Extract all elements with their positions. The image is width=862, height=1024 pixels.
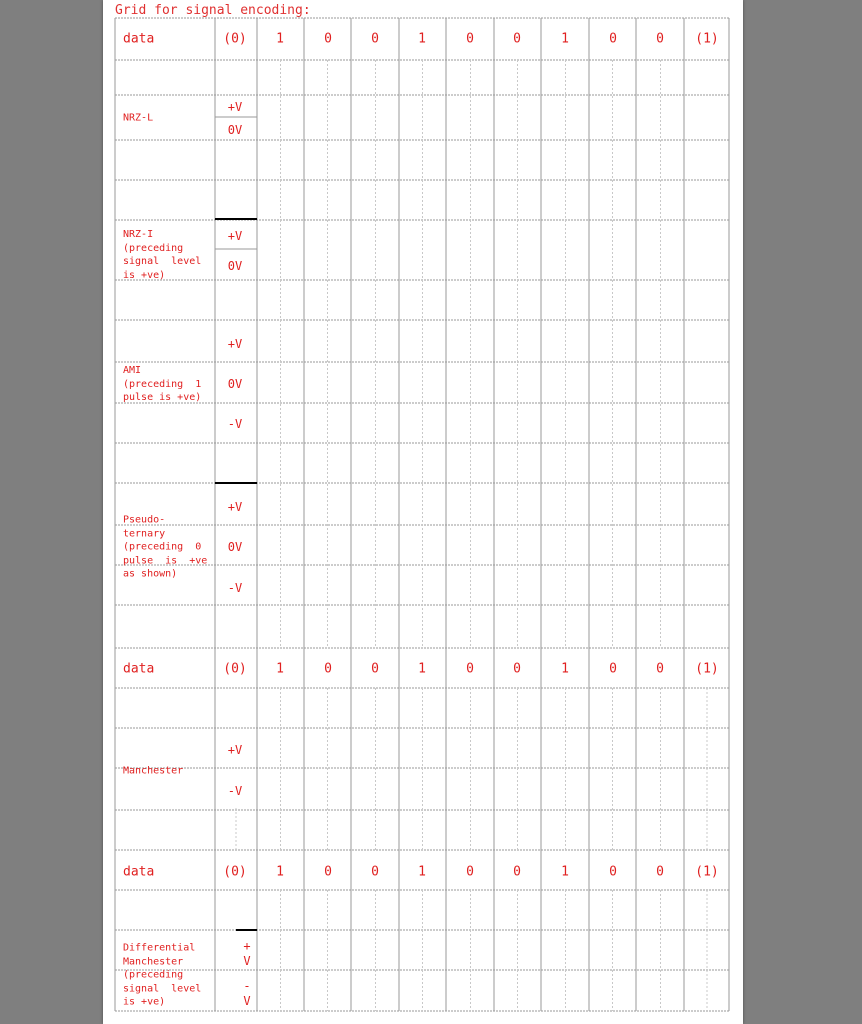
section-label: Differential Manchester (preceding signal level is +ve) [123, 942, 202, 1008]
level-label: 0V [227, 377, 243, 391]
section-label: NRZ-I (preceding signal level is +ve) [123, 229, 202, 281]
data-row-label: data [123, 31, 155, 47]
section-label: Pseudo- ternary (preceding 0 pulse is +ve as shown) [123, 514, 208, 580]
section-label: NRZ-L [123, 112, 154, 124]
level-label: +V [227, 743, 243, 757]
data-bit: (1) [695, 864, 719, 880]
data-bit: (1) [695, 661, 719, 677]
data-bit: (0) [223, 661, 247, 677]
data-bit: 0 [609, 661, 617, 677]
data-bit: 0 [609, 864, 617, 880]
data-bit: 0 [371, 31, 379, 47]
data-bit: 0 [656, 864, 664, 880]
data-bit: 1 [561, 661, 569, 677]
data-bit: 1 [418, 31, 426, 47]
section-label: AMI (preceding 1 pulse is +ve) [123, 364, 202, 403]
data-bit: 0 [609, 31, 617, 47]
data-bit: 1 [561, 31, 569, 47]
data-bit: 1 [418, 661, 426, 677]
level-label: +V [227, 229, 243, 243]
level-label: -V [227, 784, 243, 798]
level-label: +V [227, 100, 243, 114]
data-bit: 1 [276, 661, 284, 677]
data-bit: 1 [561, 864, 569, 880]
data-bit: 0 [324, 864, 332, 880]
level-label: 0V [227, 540, 243, 554]
data-bit: 1 [276, 864, 284, 880]
data-bit: 0 [371, 864, 379, 880]
data-bit: 0 [466, 661, 474, 677]
data-bit: (1) [695, 31, 719, 47]
level-label: +V [227, 337, 243, 351]
data-bit: (0) [223, 864, 247, 880]
data-row-label: data [123, 661, 155, 677]
level-label: - V [243, 979, 251, 1008]
data-bit: 1 [418, 864, 426, 880]
grid-title: Grid for signal encoding: [115, 3, 311, 18]
level-label: 0V [227, 123, 243, 137]
level-label: -V [227, 417, 243, 431]
level-label: 0V [227, 259, 243, 273]
data-row-label: data [123, 864, 155, 880]
level-label: -V [227, 581, 243, 595]
data-bit: 0 [513, 31, 521, 47]
data-bit: 0 [513, 661, 521, 677]
data-bit: 0 [371, 661, 379, 677]
data-bit: 0 [656, 31, 664, 47]
data-bit: 0 [324, 661, 332, 677]
data-bit: 0 [466, 864, 474, 880]
data-bit: (0) [223, 31, 247, 47]
data-bit: 0 [656, 661, 664, 677]
data-bit: 1 [276, 31, 284, 47]
level-label: + V [243, 939, 251, 968]
section-label: Manchester [123, 765, 184, 777]
data-bit: 0 [466, 31, 474, 47]
data-bit: 0 [513, 864, 521, 880]
data-bit: 0 [324, 31, 332, 47]
level-label: +V [227, 500, 243, 514]
